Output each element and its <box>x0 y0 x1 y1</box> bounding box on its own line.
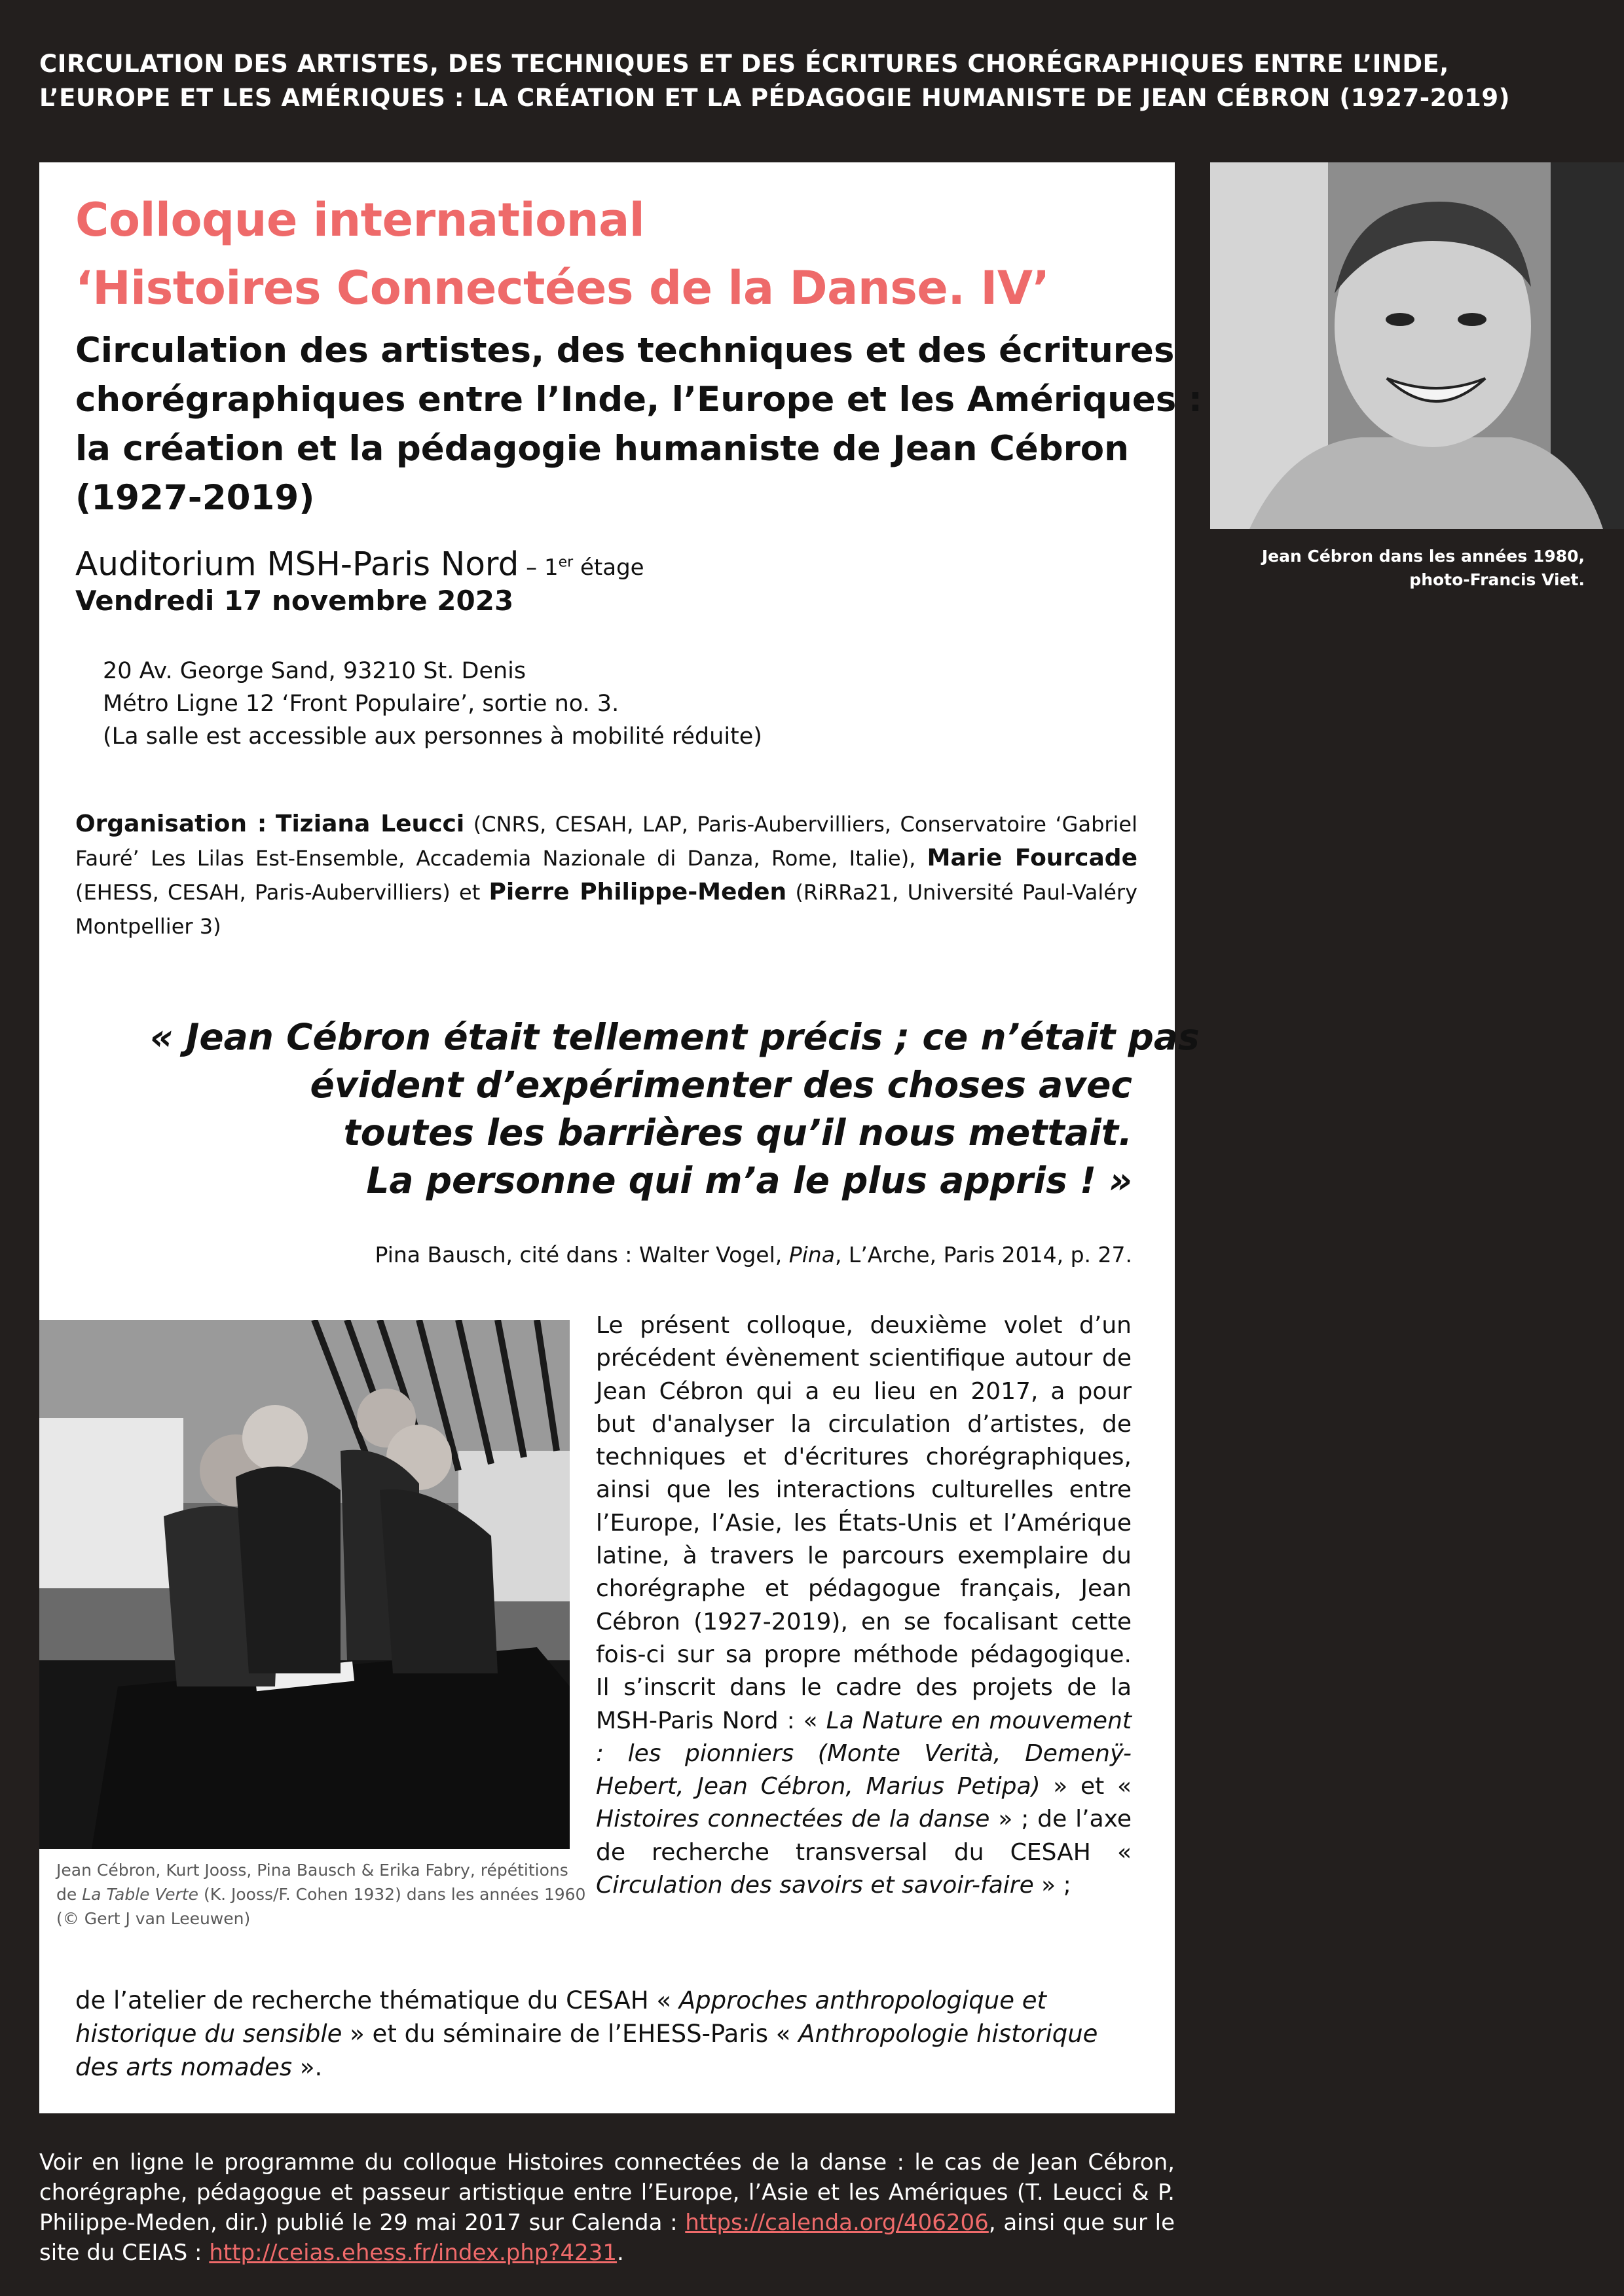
venue-floor <box>519 555 644 581</box>
rehearsal-photo <box>39 1320 570 1849</box>
body-text: de l’atelier de recherche thématique du CESAH « <box>75 1986 679 2014</box>
subtitle-line: la création et la pédagogie humaniste de Jean Cébron <box>75 429 1129 469</box>
quote-line: évident d’expérimenter des choses avec <box>310 1064 1132 1106</box>
title-line: Colloque international <box>75 193 645 247</box>
portrait-caption <box>1192 545 1585 592</box>
body-text: » et du séminaire de l’EHESS-Paris « <box>342 2020 799 2048</box>
caption-line: (© Gert J van Leeuwen) <box>56 1909 251 1928</box>
org-affiliation: (CNRS, CESAH, LAP, Paris-Aubervilliers, Conservatoire ‘Gabriel Fauré’ Les Lilas Est-Ensemble, Accademia Nazionale di Danza, Rome, Italie), <box>75 812 1138 871</box>
portrait-photo-image <box>1210 162 1624 529</box>
main-panel <box>39 162 1202 2113</box>
venue-sep: – <box>519 555 544 581</box>
address-line: (La salle est accessible aux personnes à mobilité réduite) <box>103 723 762 750</box>
bottom-text: . <box>617 2240 624 2266</box>
page-header <box>39 47 1585 115</box>
org-person: Pierre Philippe-Meden <box>489 879 787 905</box>
organisation <box>75 807 1137 943</box>
floor-number: 1 <box>544 555 559 581</box>
portrait-photo <box>1210 162 1624 529</box>
caption-text: de <box>56 1885 83 1904</box>
event-title <box>75 186 1149 322</box>
body-italic: Circulation des savoirs et savoir-faire <box>596 1872 1034 1899</box>
subtitle-line: Circulation des artistes, des techniques et des écritures <box>75 331 1175 371</box>
bottom-text: Voir en ligne le programme du colloque Histoires connectées de la danse : le cas de Jean Cébron, chorégraphe, pédagogue et passeur artistique entre l’Europe, l’Asie et les Amériques (T. Leucci & P. Philippe-Meden, dir.) publié le 29 mai 2017 sur Calenda : <box>39 2149 1175 2236</box>
caption-title: La Table Verte <box>82 1885 198 1904</box>
body-text: » ; de l’axe de recherche transversal du CESAH « <box>596 1806 1132 1866</box>
caption-text: (K. Jooss/F. Cohen 1932) dans les années 1960 <box>198 1885 586 1904</box>
caption-line: Jean Cébron dans les années 1980, <box>1261 547 1585 566</box>
org-affiliation: (RiRRa21, Université Paul-Valéry Montpellier 3) <box>75 880 1138 939</box>
ceias-link[interactable]: http://ceias.ehess.fr/index.php?4231 <box>209 2240 618 2266</box>
bottom-note <box>39 2147 1175 2268</box>
org-and: et <box>459 880 489 905</box>
body-italic: La Nature en mouvement : les pionniers (Monte Verità, Demenÿ-Hebert, Jean Cébron, Marius Petipa) <box>596 1707 1132 1800</box>
floor-word: étage <box>573 555 644 581</box>
event-subtitle <box>75 326 1202 522</box>
calenda-link[interactable]: https://calenda.org/406206 <box>685 2210 989 2236</box>
pull-quote <box>150 1013 1200 1205</box>
body-italic: Approches anthropologique et historique du sensible <box>75 1986 1047 2048</box>
header-line: L’EUROPE ET LES AMÉRIQUES : LA CRÉATION ET LA PÉDAGOGIE HUMANISTE DE JEAN CÉBRON (1927-2019) <box>39 84 1511 112</box>
body-text: » et « <box>1040 1773 1132 1800</box>
event-date: Vendredi 17 novembre 2023 <box>75 585 514 617</box>
header-line: CIRCULATION DES ARTISTES, DES TECHNIQUES ET DES ÉCRITURES CHORÉGRAPHIQUES ENTRE L’INDE, <box>39 50 1449 78</box>
venue-name: Auditorium MSH-Paris Nord <box>75 545 519 583</box>
quote-source-title: Pina <box>788 1242 835 1267</box>
body-text: Le présent colloque, deuxième volet d’un précédent évènement scientifique autour de Jean Cébron qui a eu lieu en 2017, a pour but d'analyser la circulation d’artistes, de techniques et d'écritures chorégraphiques, ainsi que les interactions culturelles entre l’Europe, l’Asie, les États-Unis et l’Amérique latine, à travers le parcours exemplaire du chorégraphe et pédagogue français, Jean Cébron (1927-2019), en se focalisant cette fois-ci sur sa propre méthode pédagogique. Il s’inscrit dans le cadre des projets de la MSH-Paris Nord : « <box>596 1312 1132 1734</box>
quote-source-text: Pina Bausch, cité dans : Walter Vogel, <box>375 1242 789 1267</box>
org-label: Organisation : <box>75 811 267 837</box>
org-person: Marie Fourcade <box>927 845 1137 871</box>
quote-source <box>150 1239 1132 1271</box>
quote-line: La personne qui m’a le plus appris ! » <box>366 1159 1132 1201</box>
address-block <box>103 655 1151 753</box>
floor-suffix: er <box>558 555 574 571</box>
subtitle-line: chorégraphiques entre l’Inde, l’Europe et les Amériques : <box>75 380 1202 420</box>
body-italic: Anthropologie historique des arts nomades <box>75 2020 1098 2081</box>
body-paragraph <box>596 1309 1132 1902</box>
subtitle-line: (1927-2019) <box>75 478 315 518</box>
quote-line: « Jean Cébron était tellement précis ; ce n’était pas <box>150 1016 1200 1058</box>
body-italic: Histoires connectées de la danse <box>596 1806 990 1833</box>
body-text: » ; <box>1033 1872 1071 1899</box>
body-continuation <box>75 1984 1140 2084</box>
address-line: 20 Av. George Sand, 93210 St. Denis <box>103 658 526 684</box>
title-line: ‘Histoires Connectées de la Danse. IV’ <box>75 261 1050 315</box>
rehearsal-photo-caption <box>56 1858 586 1931</box>
caption-line: Jean Cébron, Kurt Jooss, Pina Bausch & Erika Fabry, répétitions <box>56 1861 568 1880</box>
caption-line <box>56 1882 586 1906</box>
bottom-text: , ainsi que sur le site du CEIAS : <box>39 2210 1175 2266</box>
quote-source-text: , L’Arche, Paris 2014, p. 27. <box>834 1242 1132 1267</box>
org-person: Tiziana Leucci <box>275 811 465 837</box>
address-line: Métro Ligne 12 ‘Front Populaire’, sortie no. 3. <box>103 691 619 717</box>
rehearsal-photo-image <box>39 1320 570 1849</box>
quote-line: toutes les barrières qu’il nous mettait. <box>343 1112 1132 1154</box>
caption-line: photo-Francis Viet. <box>1409 570 1585 589</box>
org-affiliation: (EHESS, CESAH, Paris-Aubervilliers) <box>75 880 460 905</box>
body-text: ». <box>292 2053 323 2081</box>
